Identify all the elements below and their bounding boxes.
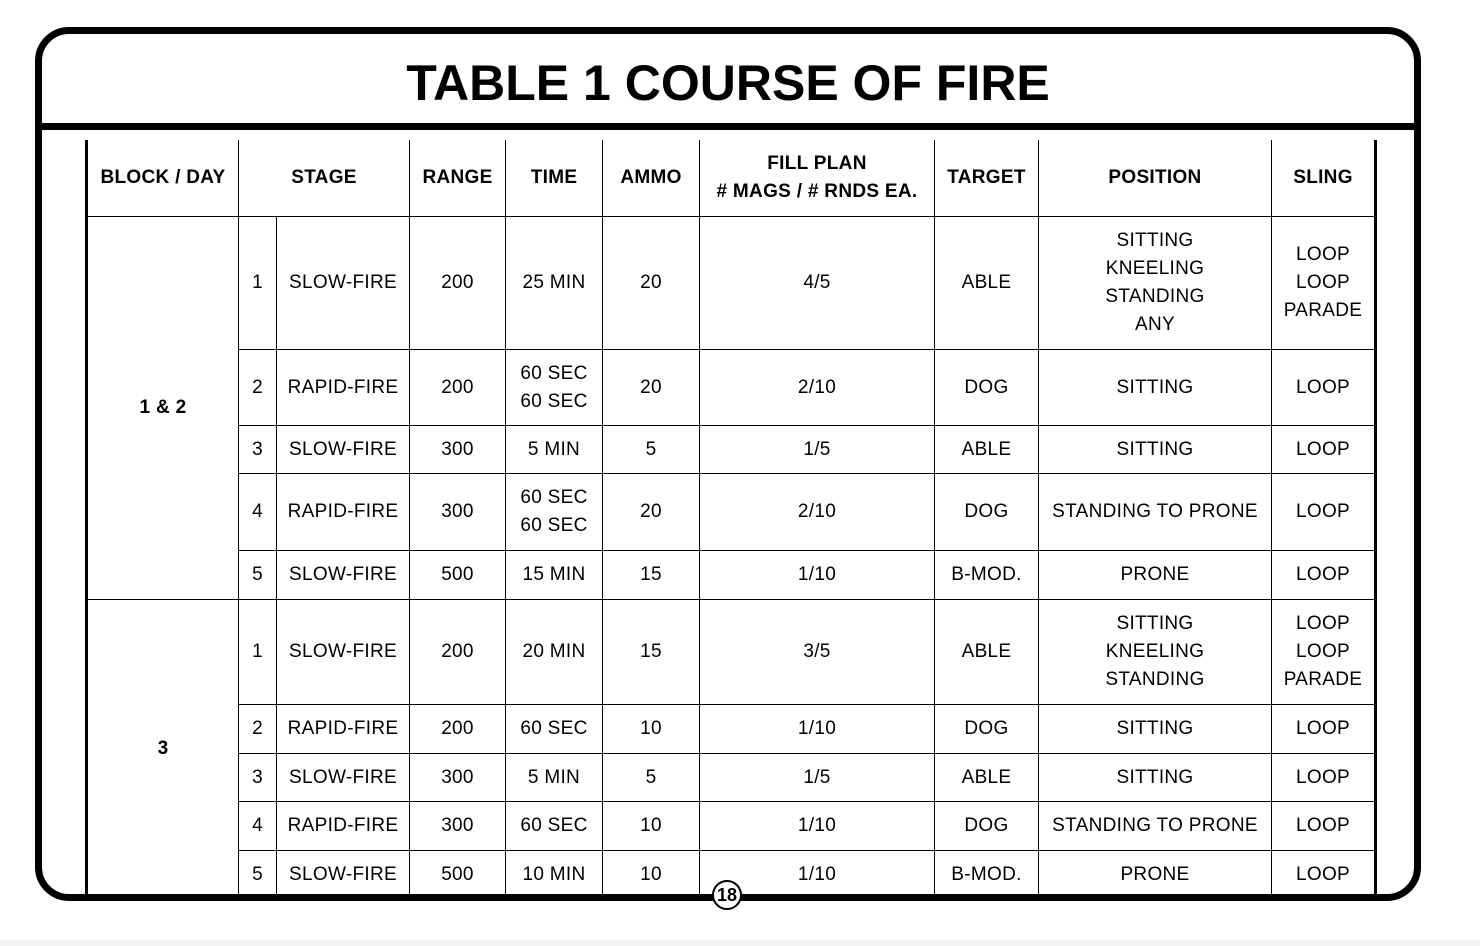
position-cell-line: KNEELING <box>1105 641 1205 662</box>
ammo-cell: 10 <box>603 802 700 851</box>
target-cell: DOG <box>935 474 1039 551</box>
stage-number-cell: 4 <box>239 474 277 551</box>
position-cell <box>1039 551 1272 600</box>
page-number: 18 <box>712 880 742 910</box>
table-row <box>87 802 1376 851</box>
sling-cell-line: LOOP <box>1296 376 1350 398</box>
header-position: POSITION <box>1039 140 1272 217</box>
ammo-cell: 20 <box>603 217 700 350</box>
sling-cell <box>1272 350 1376 426</box>
fill-plan-cell: 1/10 <box>700 851 935 899</box>
target-cell: DOG <box>935 705 1039 754</box>
sling-cell-line: LOOP <box>1296 641 1350 662</box>
time-cell <box>506 474 603 551</box>
position-cell-line: KNEELING <box>1105 258 1205 279</box>
ammo-cell: 10 <box>603 851 700 899</box>
header-target: TARGET <box>935 140 1039 217</box>
fill-plan-cell: 1/10 <box>700 802 935 851</box>
target-cell: ABLE <box>935 217 1039 350</box>
table-row <box>87 350 1376 426</box>
sling-cell-line: PARADE <box>1283 669 1363 690</box>
time-cell-line: 20 MIN <box>522 641 586 662</box>
position-cell <box>1039 600 1272 705</box>
time-cell-line: 5 MIN <box>527 766 581 788</box>
time-cell-line: 60 SEC <box>520 487 588 508</box>
sling-cell-line: LOOP <box>1296 244 1350 265</box>
time-cell <box>506 551 603 600</box>
stage-number-cell: 3 <box>239 754 277 802</box>
position-cell-line: SITTING <box>1116 230 1194 251</box>
fill-plan-cell: 1/5 <box>700 754 935 802</box>
stage-cell: SLOW-FIRE <box>277 426 410 474</box>
time-cell <box>506 802 603 851</box>
stage-number-cell: 2 <box>239 350 277 426</box>
header-row <box>87 140 1376 217</box>
sling-cell-line: LOOP <box>1296 718 1350 739</box>
header-fill-plan <box>700 140 935 217</box>
range-cell: 200 <box>410 217 506 350</box>
time-cell-line: 15 MIN <box>522 564 586 585</box>
block-day-cell: 1 & 2 <box>87 217 239 600</box>
sling-cell-line: LOOP <box>1296 501 1350 522</box>
time-cell-line: 60 SEC <box>520 718 588 739</box>
sling-cell <box>1272 802 1376 851</box>
stage-number-cell: 1 <box>239 600 277 705</box>
stage-number-cell: 5 <box>239 851 277 899</box>
sling-cell-line: LOOP <box>1296 613 1350 634</box>
time-cell <box>506 217 603 350</box>
sling-cell <box>1272 754 1376 802</box>
fill-plan-cell: 2/10 <box>700 474 935 551</box>
fill-plan-cell: 1/10 <box>700 551 935 600</box>
table-row <box>87 426 1376 474</box>
position-cell-line: SITTING <box>1116 766 1194 788</box>
target-cell: B-MOD. <box>935 851 1039 899</box>
fill-plan-cell: 2/10 <box>700 350 935 426</box>
position-cell-line: PRONE <box>1120 564 1190 585</box>
sling-cell <box>1272 551 1376 600</box>
ammo-cell: 15 <box>603 551 700 600</box>
time-cell-line: 25 MIN <box>522 272 586 293</box>
stage-cell: SLOW-FIRE <box>277 754 410 802</box>
range-cell: 500 <box>410 851 506 899</box>
header-stage: STAGE <box>239 140 410 217</box>
time-cell <box>506 754 603 802</box>
time-cell <box>506 705 603 754</box>
position-cell-line: SITTING <box>1116 438 1194 460</box>
ammo-cell: 20 <box>603 350 700 426</box>
table-row <box>87 217 1376 350</box>
header-ammo: AMMO <box>603 140 700 217</box>
sling-cell <box>1272 600 1376 705</box>
time-cell-line: 60 SEC <box>520 390 588 412</box>
header-time: TIME <box>506 140 603 217</box>
stage-cell: RAPID-FIRE <box>277 474 410 551</box>
time-cell-line: 60 SEC <box>520 362 588 384</box>
table-row <box>87 474 1376 551</box>
position-cell-line: PRONE <box>1120 863 1190 885</box>
sling-cell-line: LOOP <box>1296 766 1350 788</box>
header-block-day: BLOCK / DAY <box>87 140 239 217</box>
table-row <box>87 600 1376 705</box>
page-title: TABLE 1 COURSE OF FIRE <box>406 54 1050 111</box>
table-body <box>87 217 1376 899</box>
target-cell: DOG <box>935 802 1039 851</box>
position-cell <box>1039 851 1272 899</box>
time-cell <box>506 600 603 705</box>
time-cell-line: 60 SEC <box>520 815 588 836</box>
table-row <box>87 551 1376 600</box>
time-cell-line: 60 SEC <box>520 515 588 536</box>
stage-number-cell: 3 <box>239 426 277 474</box>
position-cell-line: STANDING <box>1105 669 1205 690</box>
table-frame <box>35 27 1421 901</box>
target-cell: ABLE <box>935 754 1039 802</box>
sling-cell-line: LOOP <box>1296 272 1350 293</box>
range-cell: 500 <box>410 551 506 600</box>
stage-cell: RAPID-FIRE <box>277 802 410 851</box>
header-range: RANGE <box>410 140 506 217</box>
title-band <box>42 34 1414 130</box>
position-cell-line: SITTING <box>1116 718 1194 739</box>
range-cell: 300 <box>410 426 506 474</box>
range-cell: 300 <box>410 474 506 551</box>
range-cell: 200 <box>410 600 506 705</box>
stage-number-cell: 5 <box>239 551 277 600</box>
stage-number-cell: 4 <box>239 802 277 851</box>
sling-cell <box>1272 705 1376 754</box>
stage-cell: SLOW-FIRE <box>277 217 410 350</box>
sling-cell-line: LOOP <box>1296 815 1350 836</box>
fill-plan-cell: 3/5 <box>700 600 935 705</box>
position-cell <box>1039 705 1272 754</box>
sling-cell <box>1272 851 1376 899</box>
stage-number-cell: 1 <box>239 217 277 350</box>
ammo-cell: 5 <box>603 754 700 802</box>
table-row <box>87 705 1376 754</box>
sling-cell <box>1272 474 1376 551</box>
position-cell-line: SITTING <box>1116 376 1194 398</box>
range-cell: 200 <box>410 705 506 754</box>
position-cell-line: ANY <box>1135 314 1175 335</box>
header-fill-plan-line1: FILL PLAN <box>767 153 867 174</box>
time-cell <box>506 851 603 899</box>
fill-plan-cell: 1/5 <box>700 426 935 474</box>
target-cell: ABLE <box>935 426 1039 474</box>
stage-cell: SLOW-FIRE <box>277 551 410 600</box>
position-cell-line: STANDING TO PRONE <box>1052 501 1258 522</box>
position-cell <box>1039 217 1272 350</box>
course-of-fire-table <box>85 140 1377 899</box>
position-cell-line: STANDING <box>1105 286 1205 307</box>
ammo-cell: 5 <box>603 426 700 474</box>
position-cell-line: SITTING <box>1116 613 1194 634</box>
stage-number-cell: 2 <box>239 705 277 754</box>
stage-cell: SLOW-FIRE <box>277 600 410 705</box>
sling-cell <box>1272 217 1376 350</box>
time-cell-line: 10 MIN <box>522 863 586 885</box>
time-cell-line: 5 MIN <box>527 438 581 460</box>
position-cell <box>1039 754 1272 802</box>
sling-cell-line: LOOP <box>1296 863 1350 885</box>
time-cell <box>506 350 603 426</box>
position-cell-line: STANDING TO PRONE <box>1052 815 1258 836</box>
time-cell <box>506 426 603 474</box>
position-cell <box>1039 802 1272 851</box>
sling-cell <box>1272 426 1376 474</box>
fill-plan-cell: 1/10 <box>700 705 935 754</box>
range-cell: 200 <box>410 350 506 426</box>
sling-cell-line: LOOP <box>1296 438 1350 460</box>
stage-cell: RAPID-FIRE <box>277 350 410 426</box>
header-fill-plan-line2: # MAGS / # RNDS EA. <box>716 181 918 202</box>
position-cell <box>1039 426 1272 474</box>
table-row <box>87 754 1376 802</box>
target-cell: DOG <box>935 350 1039 426</box>
range-cell: 300 <box>410 754 506 802</box>
ammo-cell: 20 <box>603 474 700 551</box>
header-sling: SLING <box>1272 140 1376 217</box>
target-cell: ABLE <box>935 600 1039 705</box>
position-cell <box>1039 474 1272 551</box>
target-cell: B-MOD. <box>935 551 1039 600</box>
fill-plan-cell: 4/5 <box>700 217 935 350</box>
position-cell <box>1039 350 1272 426</box>
ammo-cell: 15 <box>603 600 700 705</box>
stage-cell: RAPID-FIRE <box>277 705 410 754</box>
sling-cell-line: LOOP <box>1296 564 1350 585</box>
ammo-cell: 10 <box>603 705 700 754</box>
stage-cell: SLOW-FIRE <box>277 851 410 899</box>
range-cell: 300 <box>410 802 506 851</box>
sling-cell-line: PARADE <box>1283 300 1363 321</box>
block-day-cell: 3 <box>87 600 239 899</box>
